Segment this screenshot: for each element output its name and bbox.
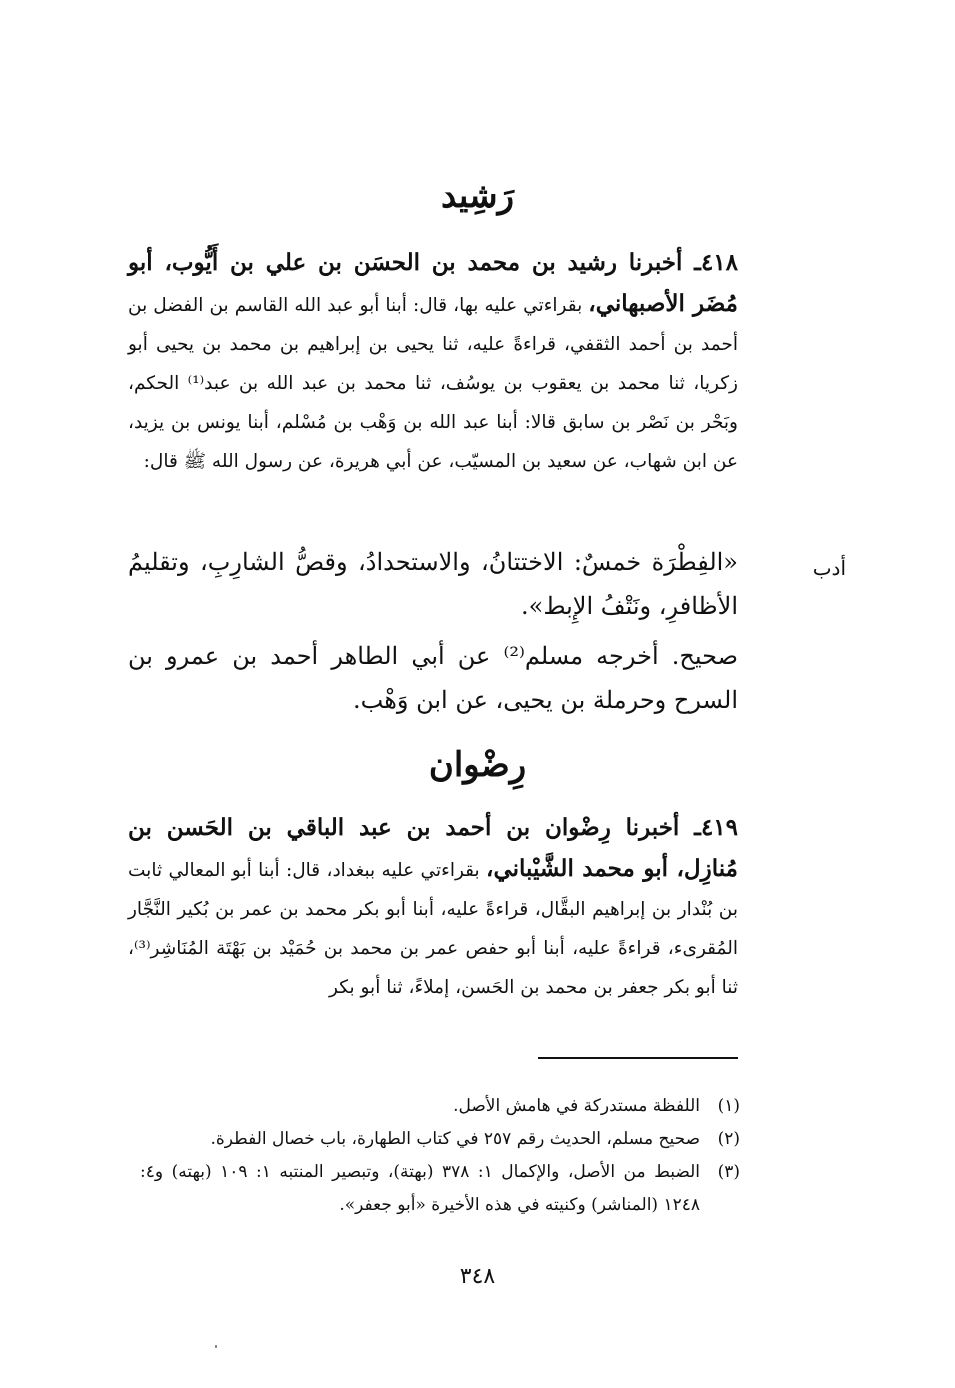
footnote-number: (٣) bbox=[717, 1162, 740, 1182]
narration-419 bbox=[128, 808, 738, 1007]
footnote-text: اللفظة مستدركة في هامش الأصل. bbox=[453, 1096, 700, 1116]
footnote-text: صحيح مسلم، الحديث رقم ٢٥٧ في كتاب الطهارة، باب خصال الفطرة. bbox=[210, 1129, 700, 1149]
scan-speck bbox=[215, 1345, 217, 1348]
page-number: ٣٤٨ bbox=[459, 1264, 496, 1289]
footnote-3 bbox=[140, 1156, 740, 1222]
hadith-grading: صحيح. أخرجه مسلم⁽²⁾ عن أبي الطاهر أحمد بن عمرو بن السرح وحرملة بن يحيى، عن ابن وَهْب. bbox=[128, 642, 738, 714]
narration-418 bbox=[128, 243, 738, 481]
footnote-2 bbox=[140, 1123, 740, 1156]
section-title-rashid: رَشِيد bbox=[440, 176, 514, 216]
footnotes bbox=[140, 1090, 740, 1222]
footnote-number: (٢) bbox=[717, 1129, 740, 1149]
narration-418-lead: ٤١٨ـ أخبرنا رشيد بن محمد بن الحسَن بن علي بن أَيُّوب، أبو مُضَر الأصبهاني، bbox=[128, 249, 738, 317]
margin-note: أدب bbox=[812, 556, 846, 580]
hadith-text: «الفِطْرَة خمسٌ: الاختتانُ، والاستحدادُ، وقصُّ الشارِبِ، وتقليمُ الأظافرِ، ونَتْفُ الإِبط». bbox=[128, 548, 738, 620]
narration-418-body: بقراءتي عليه بها، قال: أبنا أبو عبد الله القاسم بن الفضل بن أحمد بن أحمد الثقفي، قراءةً عليه، ثنا يحيى بن إبراهيم بن محمد بن يحيى أبو زكريا، ثنا محمد بن يعقوب بن يوسُف، ثنا محمد بن عبد الله بن عبد⁽¹⁾ الحكم، وبَحْر بن نَصْر بن سابق قالا: أبنا عبد الله بن وَهْب بن مُسْلم، أبنا يونس بن يزيد، عن ابن شهاب، عن سعيد بن المسيّب، عن أبي هريرة، عن رسول الله ﷺ قال: bbox=[128, 295, 738, 472]
footnote-text: الضبط من الأصل، والإكمال ١: ٣٧٨ (بهتة)، وتبصير المنتبه ١: ١٠٩ (بهته) و٤: ١٢٤٨ (المناشر) وكنيته في هذه الأخيرة «أبو جعفر». bbox=[140, 1162, 700, 1215]
footnote-1 bbox=[140, 1090, 740, 1123]
footnote-number: (١) bbox=[717, 1096, 740, 1116]
footnote-separator bbox=[538, 1057, 738, 1059]
narration-419-body: بقراءتي عليه ببغداد، قال: أبنا أبو المعالي ثابت بن بُنْدار بن إبراهيم البقَّال، قراءةً عليه، أبنا أبو بكر محمد بن عمر بن بُكير النَّجَّار المُقرىء، قراءةً عليه، أبنا أبو حفص عمر بن محمد بن حُمَيْد بن بَهْتَة المُنَاشِر⁽³⁾، ثنا أبو بكر جعفر بن محمد بن الحَسن، إملاءً، ثنا أبو بكر bbox=[128, 860, 738, 998]
narration-419-lead: ٤١٩ـ أخبرنا رِضْوان بن أحمد بن عبد الباقي بن الحَسن بن مُنازِل، أبو محمد الشَّيْباني، bbox=[128, 814, 738, 882]
section-title-ridwan: رِضْوان bbox=[428, 745, 527, 785]
